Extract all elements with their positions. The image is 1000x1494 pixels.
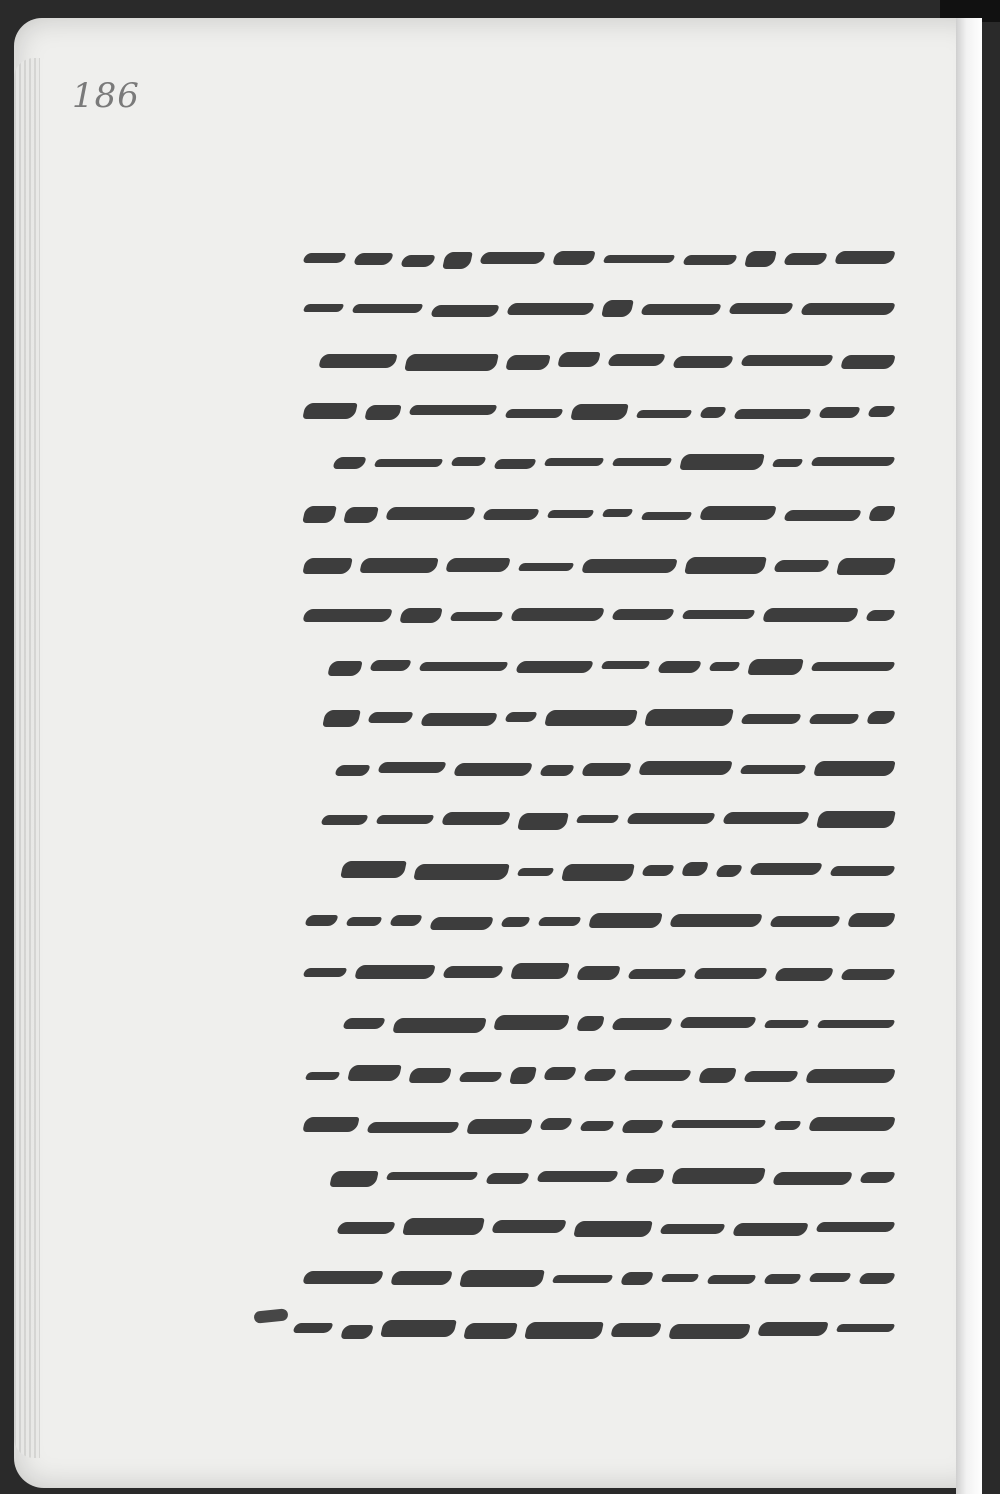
handwritten-word — [679, 454, 764, 470]
handwritten-word — [773, 1172, 853, 1185]
handwritten-word — [450, 612, 503, 621]
handwritten-word — [868, 406, 895, 417]
handwritten-word — [540, 1118, 573, 1130]
handwritten-word — [670, 914, 763, 927]
handwritten-word — [611, 1323, 662, 1337]
folio-number: 186 — [72, 76, 140, 116]
handwritten-word — [758, 1322, 829, 1336]
handwritten-word — [386, 507, 476, 520]
manuscript-line — [284, 804, 894, 836]
handwritten-word — [602, 509, 633, 517]
handwritten-word — [442, 252, 473, 269]
handwritten-word — [744, 251, 776, 267]
handwritten-word — [636, 410, 692, 418]
manuscript-line — [284, 651, 894, 683]
handwritten-word — [364, 405, 401, 420]
handwritten-word — [355, 965, 436, 979]
handwritten-word — [716, 865, 743, 877]
handwritten-word — [709, 662, 740, 671]
handwritten-word — [483, 509, 539, 520]
handwritten-word — [346, 917, 382, 926]
handwritten-word — [601, 661, 650, 669]
handwritten-word — [544, 710, 637, 726]
handwritten-word — [446, 558, 511, 572]
handwritten-word — [492, 1220, 567, 1233]
handwritten-word — [329, 1171, 378, 1187]
handwritten-word — [509, 1067, 537, 1084]
handwritten-word — [734, 409, 811, 419]
handwritten-word — [454, 763, 533, 776]
handwritten-word — [639, 761, 733, 775]
handwritten-word — [573, 1221, 652, 1237]
handwritten-word — [682, 862, 709, 876]
handwritten-word — [816, 1222, 895, 1232]
handwritten-word — [813, 761, 895, 776]
handwritten-word — [819, 407, 860, 418]
handwritten-word — [621, 1272, 654, 1285]
manuscript-line — [284, 1263, 894, 1295]
handwritten-word — [399, 608, 442, 623]
manuscript-page — [14, 18, 982, 1488]
handwritten-word — [784, 253, 828, 265]
handwritten-word — [661, 1274, 699, 1282]
handwritten-word — [341, 1325, 374, 1339]
manuscript-line — [284, 906, 894, 938]
handwritten-word — [538, 917, 581, 926]
handwritten-word — [774, 1121, 801, 1130]
handwritten-word — [419, 662, 508, 671]
handwritten-word — [848, 913, 896, 927]
manuscript-line — [284, 498, 894, 530]
handwritten-word — [764, 1274, 801, 1284]
handwritten-word — [582, 763, 632, 776]
handwritten-word — [463, 1323, 517, 1339]
handwritten-word — [305, 915, 338, 926]
handwritten-word — [518, 563, 574, 571]
handwritten-word — [836, 558, 896, 575]
handwritten-word — [817, 1020, 895, 1028]
manuscript-line — [284, 1161, 894, 1193]
handwritten-word — [723, 812, 810, 824]
handwritten-word — [868, 506, 895, 521]
handwritten-word — [517, 868, 554, 876]
handwritten-word — [370, 660, 411, 671]
handwritten-word — [380, 1320, 457, 1337]
handwritten-word — [671, 1168, 765, 1184]
handwritten-word — [401, 255, 436, 267]
handwritten-word — [584, 1069, 617, 1081]
handwritten-word — [740, 765, 806, 774]
manuscript-line — [284, 1008, 894, 1040]
handwritten-word — [784, 510, 861, 521]
manuscript-line — [284, 396, 894, 428]
handwritten-word — [835, 251, 896, 264]
handwritten-word — [700, 407, 726, 418]
handwritten-word — [642, 865, 674, 876]
handwritten-word — [303, 968, 347, 977]
handwritten-word — [302, 558, 352, 574]
handwritten-word — [622, 1120, 664, 1133]
handwritten-word — [624, 1070, 691, 1081]
manuscript-line — [284, 549, 894, 581]
handwritten-word — [741, 714, 801, 724]
manuscript-line — [284, 1059, 894, 1091]
handwritten-word — [404, 354, 499, 371]
handwritten-word — [367, 1122, 459, 1133]
manuscript-line — [284, 1314, 894, 1346]
handwritten-word — [694, 968, 767, 979]
handwritten-word — [627, 813, 715, 824]
handwritten-word — [505, 355, 550, 370]
handwritten-word — [402, 1218, 485, 1235]
handwritten-word — [683, 255, 737, 265]
handwritten-word — [374, 459, 443, 467]
handwritten-word — [413, 864, 509, 880]
handwritten-word — [368, 712, 413, 723]
handwritten-word — [668, 1324, 750, 1339]
handwritten-word — [841, 355, 896, 369]
handwritten-word — [547, 510, 594, 518]
handwritten-word — [501, 917, 530, 927]
handwritten-word — [809, 714, 859, 724]
handwritten-word — [343, 507, 378, 523]
manuscript-line — [284, 753, 894, 785]
handwritten-word — [641, 304, 721, 315]
handwritten-word — [442, 812, 511, 825]
handwritten-word — [305, 1072, 340, 1080]
handwritten-word — [390, 915, 422, 926]
handwritten-word — [774, 560, 830, 572]
handwritten-word — [493, 1015, 569, 1030]
handwritten-word — [671, 1120, 766, 1128]
handwritten-word — [302, 1117, 359, 1132]
handwritten-word — [540, 765, 574, 776]
handwritten-word — [431, 305, 500, 317]
handwritten-word — [612, 1018, 673, 1030]
handwritten-word — [588, 913, 662, 928]
handwritten-word — [698, 1068, 736, 1083]
handwritten-word — [772, 459, 803, 467]
handwritten-word — [505, 409, 563, 418]
handwritten-word — [459, 1072, 502, 1082]
handwritten-word — [809, 1273, 851, 1282]
handwritten-word — [806, 1069, 896, 1083]
handwritten-word — [408, 1068, 451, 1083]
handwritten-word — [337, 1222, 396, 1234]
handwritten-word — [816, 811, 896, 828]
handwritten-word — [544, 458, 604, 466]
handwritten-word — [841, 969, 895, 980]
handwritten-word — [303, 253, 346, 263]
handwritten-word — [867, 711, 896, 724]
manuscript-line — [284, 243, 894, 275]
handwritten-word — [580, 1121, 614, 1131]
handwritten-word — [700, 506, 777, 520]
handwritten-word — [612, 609, 674, 620]
handwritten-word — [511, 608, 605, 621]
handwritten-word — [811, 662, 895, 671]
manuscript-line — [284, 345, 894, 377]
handwritten-word — [836, 1324, 895, 1332]
handwritten-word — [321, 815, 368, 825]
handwritten-word — [770, 916, 840, 927]
handwritten-word — [707, 1275, 756, 1284]
handwritten-word — [744, 1071, 798, 1082]
handwritten-word — [608, 354, 666, 366]
handwritten-word — [859, 1273, 895, 1284]
handwritten-word — [729, 303, 793, 314]
handwritten-word — [612, 458, 672, 466]
handwritten-word — [644, 709, 734, 726]
handwritten-word — [561, 864, 635, 881]
manuscript-line — [284, 957, 894, 989]
handwritten-word — [658, 661, 702, 673]
handwritten-word — [552, 1275, 613, 1283]
handwritten-word — [303, 609, 393, 622]
handwritten-word — [421, 713, 498, 726]
handwritten-word — [430, 917, 494, 930]
handwritten-word — [494, 459, 536, 469]
handwritten-word — [684, 557, 767, 574]
handwritten-word — [680, 1017, 756, 1028]
handwritten-word — [352, 304, 423, 313]
handwritten-word — [544, 1067, 577, 1080]
manuscript-line — [284, 1110, 894, 1142]
handwritten-word — [830, 866, 895, 876]
handwritten-word — [576, 815, 619, 823]
handwritten-word — [322, 710, 361, 727]
manuscript-line — [284, 855, 894, 887]
manuscript-line — [284, 600, 894, 632]
handwritten-word — [340, 861, 407, 878]
handwritten-word — [603, 255, 675, 263]
handwritten-word — [660, 1224, 725, 1234]
handwritten-word — [378, 762, 446, 773]
handwritten-word — [811, 457, 895, 466]
handwritten-word — [860, 1172, 895, 1183]
handwritten-word — [392, 1018, 486, 1033]
handwritten-word — [319, 354, 398, 368]
handwritten-word — [443, 966, 504, 978]
handwritten-word — [343, 1018, 385, 1029]
handwritten-word — [747, 659, 803, 675]
handwritten-word — [801, 303, 896, 315]
handwritten-word — [537, 1171, 618, 1182]
handwritten-word — [775, 968, 834, 981]
handwritten-word — [293, 1323, 333, 1333]
handwritten-word — [582, 559, 678, 573]
handwritten-word — [763, 608, 859, 622]
handwritten-word — [576, 1016, 604, 1031]
handwritten-word — [391, 1271, 453, 1285]
handwritten-word — [557, 352, 600, 367]
handwritten-word — [303, 304, 344, 312]
handwritten-word — [673, 356, 734, 368]
handwritten-word — [303, 1271, 384, 1284]
page-edges — [14, 58, 40, 1458]
handwritten-word — [480, 252, 546, 264]
handwritten-word — [386, 1172, 478, 1180]
handwritten-word — [628, 969, 686, 979]
handwritten-word — [505, 712, 537, 722]
handwritten-word — [302, 403, 357, 419]
manuscript-line — [284, 702, 894, 734]
handwritten-word — [359, 558, 438, 573]
handwritten-word — [333, 457, 367, 469]
manuscript-line — [284, 294, 894, 326]
handwritten-text-block — [284, 243, 894, 1353]
handwritten-word — [507, 303, 595, 315]
handwritten-word — [516, 661, 594, 673]
handwritten-word — [459, 1270, 545, 1287]
handwritten-word — [733, 1223, 809, 1236]
handwritten-word — [376, 815, 434, 824]
handwritten-word — [601, 300, 634, 317]
handwritten-word — [354, 253, 394, 265]
handwritten-word — [570, 404, 628, 420]
handwritten-word — [327, 661, 362, 676]
handwritten-word — [409, 405, 497, 415]
handwritten-word — [577, 966, 621, 980]
handwritten-word — [335, 765, 370, 776]
handwritten-word — [347, 1065, 401, 1081]
handwritten-word — [641, 512, 692, 520]
handwritten-word — [809, 1117, 896, 1131]
handwritten-word — [302, 506, 337, 523]
handwritten-word — [553, 251, 596, 265]
handwritten-word — [866, 610, 895, 621]
handwritten-word — [510, 963, 569, 979]
handwritten-word — [682, 610, 755, 619]
handwritten-word — [524, 1322, 604, 1339]
handwritten-word — [517, 813, 569, 830]
manuscript-line — [284, 1212, 894, 1244]
handwritten-word — [486, 1173, 529, 1184]
handwritten-word — [741, 355, 833, 366]
handwritten-word — [466, 1119, 532, 1134]
handwritten-word — [764, 1020, 809, 1028]
manuscript-line — [284, 447, 894, 479]
handwritten-word — [451, 457, 486, 466]
handwritten-word — [750, 863, 823, 875]
handwritten-word — [626, 1169, 665, 1183]
binding-edge — [956, 18, 982, 1494]
